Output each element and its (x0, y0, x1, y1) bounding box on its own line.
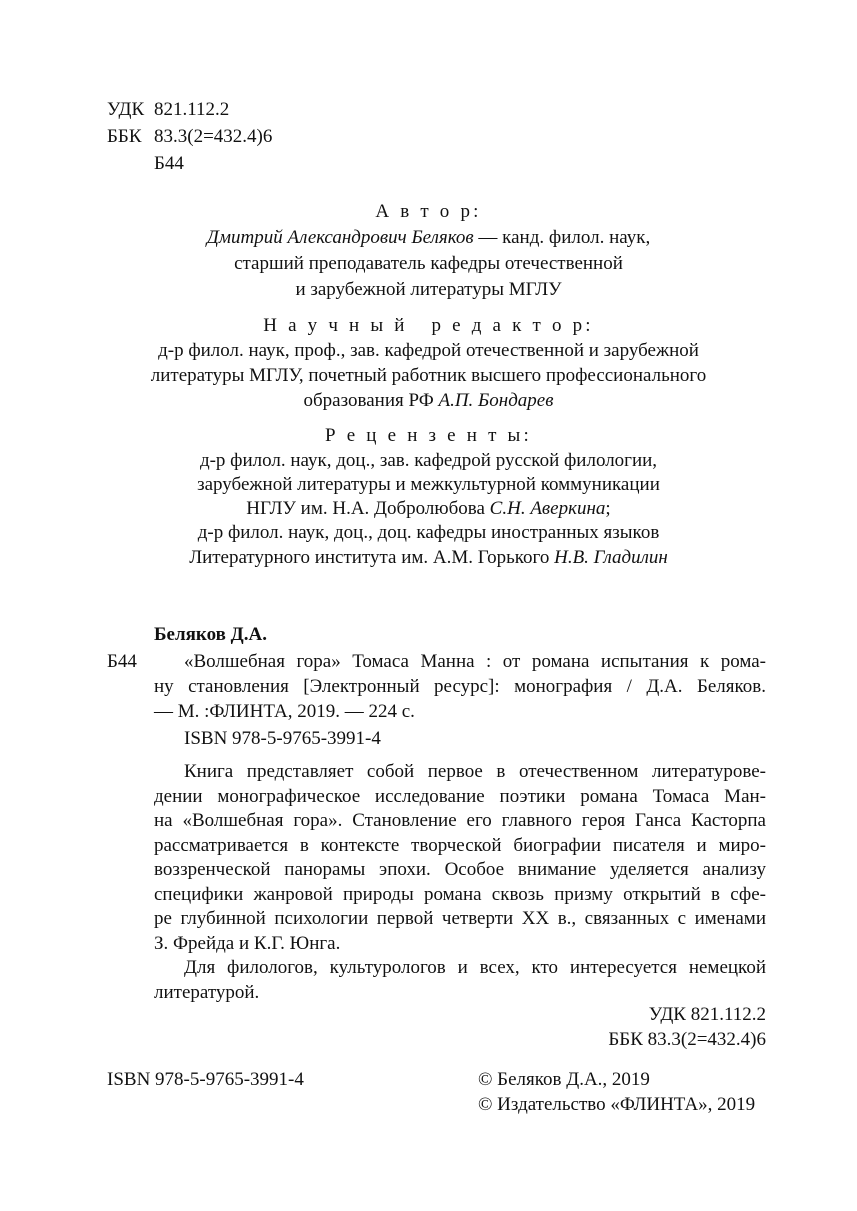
author-degree: — канд. филол. наук, (473, 227, 651, 248)
reviewers-line-3 (0, 497, 857, 521)
copyright-publisher: © Издательство «ФЛИНТА», 2019 (478, 1094, 756, 1115)
abstract-last-line: З. Фрейда и К.Г. Юнга. (154, 933, 341, 954)
copyright-author: © Беляков Д.А., 2019 (478, 1069, 650, 1090)
author-line-2: старший преподаватель кафедры отечественной (234, 253, 623, 274)
abstract-line-1: Книга представляет собой первое в отечественном литературове- (184, 761, 766, 782)
abstract-line-3: на «Волшебная гора». Становление его главного героя Ганса Касторпа (154, 810, 766, 831)
author-heading: А в т о р: (375, 201, 482, 222)
udk-label: УДК (107, 99, 145, 120)
abstract-line-6: специфики жанровой природы романа сквозь призму открытий в сфе- (154, 884, 766, 905)
abstract-line-4: рассматривается в контексте творческой биографии писателя и миро- (154, 835, 766, 856)
audience-line-2: литературой. (154, 982, 260, 1003)
editor-line-3 (0, 389, 857, 413)
reviewers-line-4: д-р филол. наук, доц., доц. кафедры иностранных языков (197, 522, 660, 543)
catalog-entry-line-1: «Волшебная гора» Томаса Манна : от романа испытания к рома- (184, 651, 766, 672)
footer-isbn: ISBN 978-5-9765-3991-4 (107, 1069, 304, 1090)
bbk-value: 83.3(2=432.4)6 (154, 126, 273, 147)
catalog-entry-line-2: ну становления [Электронный ресурс]: монография / Д.А. Беляков. (154, 676, 766, 697)
bbk-label: ББК (107, 126, 142, 147)
author-line-3: и зарубежной литературы МГЛУ (295, 279, 562, 300)
reviewer-2-name: Н.В. Гладилин (554, 547, 668, 568)
author-name: Дмитрий Александрович Беляков (206, 227, 474, 248)
reviewers-heading: Р е ц е н з е н т ы: (325, 425, 532, 446)
author-mark: Б44 (154, 153, 184, 174)
audience-line-1: Для филологов, культурологов и всех, кто интересуется немецкой (184, 957, 766, 978)
abstract-line-5: воззренческой панорамы эпохи. Особое внимание уделяется анализу (154, 859, 766, 880)
reviewers-line-2: зарубежной литературы и межкультурной коммуникации (197, 474, 660, 495)
editor-line-1: д-р филол. наук, проф., зав. кафедрой отечественной и зарубежной (158, 340, 699, 361)
editor-line-2: литературы МГЛУ, почетный работник высшего профессионального (150, 365, 707, 386)
reviewers-line-5 (0, 546, 857, 570)
editor-heading: Н а у ч н ы й р е д а к т о р: (263, 315, 594, 336)
reviewer-1-name: С.Н. Аверкина (489, 498, 606, 519)
catalog-mark: Б44 (107, 651, 137, 672)
catalog-isbn: ISBN 978-5-9765-3991-4 (184, 728, 381, 749)
editor-line-3-text: образования РФ (303, 390, 439, 411)
catalog-author: Беляков Д.А. (154, 624, 267, 645)
bottom-udk: УДК 821.112.2 (648, 1004, 766, 1025)
author-line-1 (0, 226, 857, 250)
udk-value: 821.112.2 (154, 99, 230, 120)
bottom-bbk: ББК 83.3(2=432.4)6 (608, 1029, 766, 1050)
reviewers-line-3-text: НГЛУ им. Н.А. Добролюбова (246, 498, 490, 519)
catalog-entry-line-3: — М. :ФЛИНТА, 2019. — 224 с. (154, 701, 415, 722)
abstract-line-2: дении монографическое исследование поэтики романа Томаса Ман- (154, 786, 766, 807)
reviewers-line-5-text: Литературного института им. А.М. Горького (189, 547, 555, 568)
editor-name: А.П. Бондарев (438, 390, 554, 411)
reviewers-line-3-end: ; (605, 498, 611, 519)
abstract-line-7: ре глубинной психологии первой четверти XX в., связанных с именами (154, 908, 766, 929)
reviewers-line-1: д-р филол. наук, доц., зав. кафедрой русской филологии, (199, 450, 658, 471)
